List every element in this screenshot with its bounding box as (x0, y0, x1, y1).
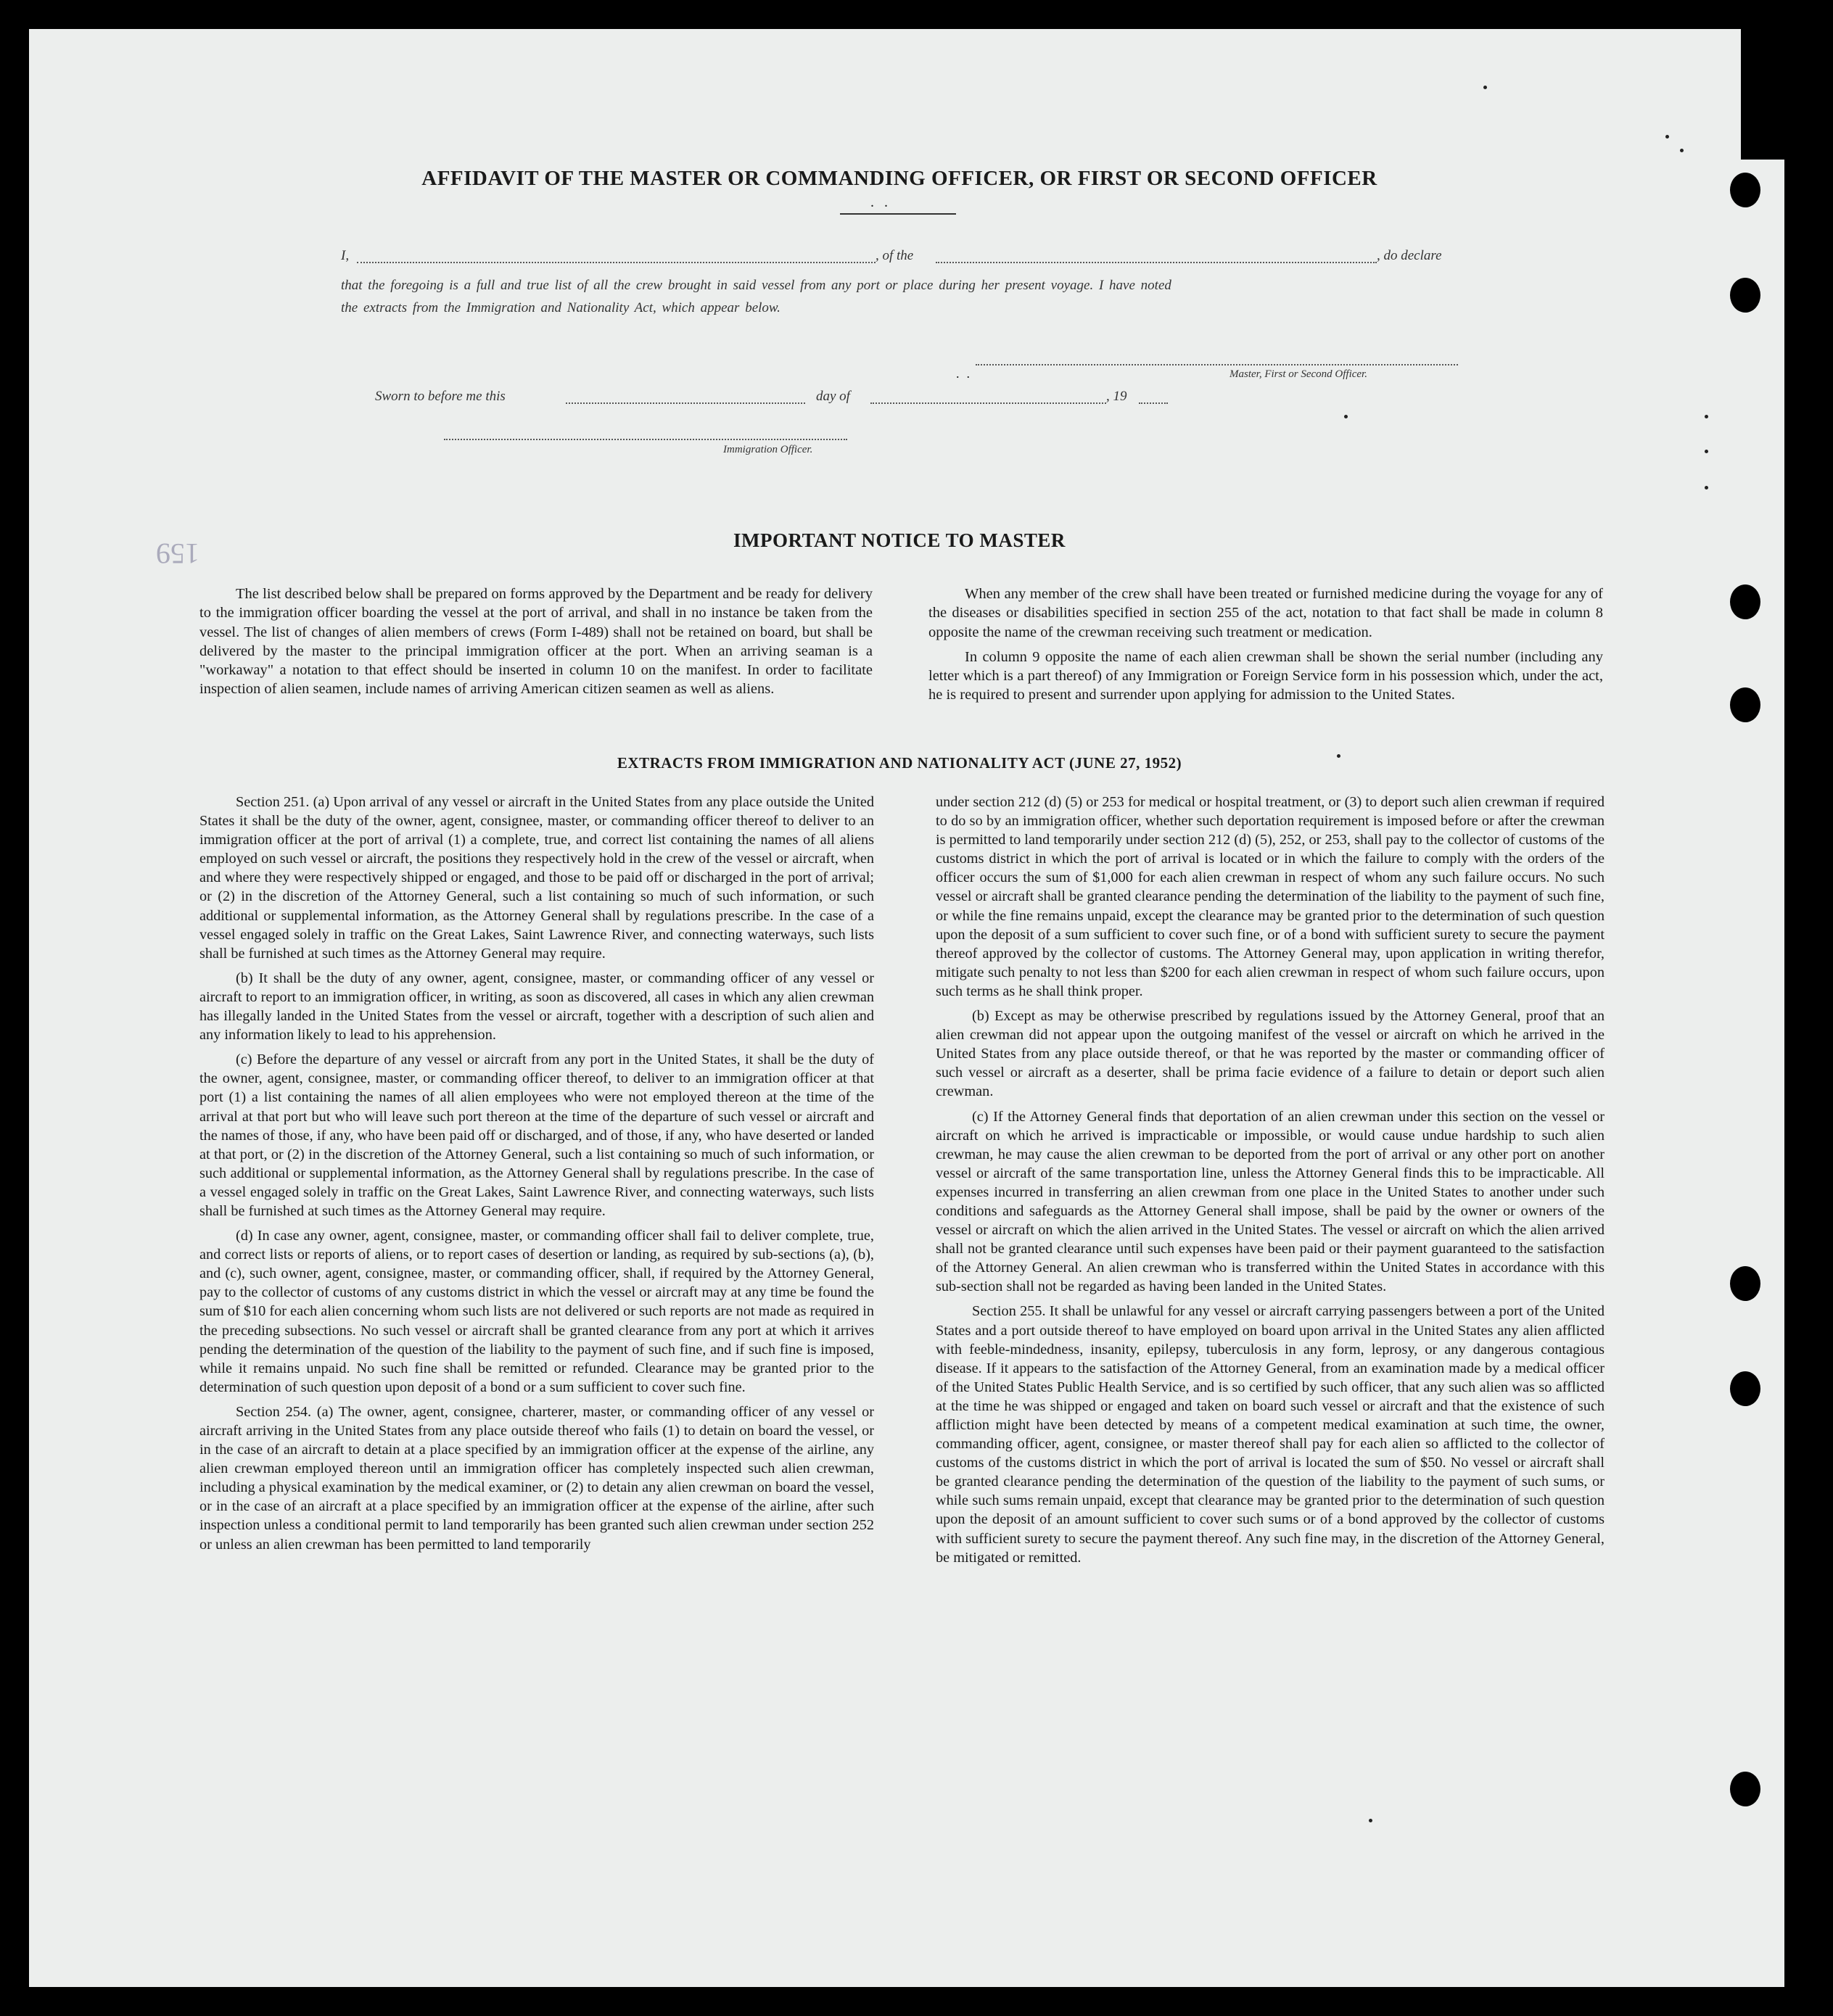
scan-speck (1369, 1819, 1372, 1822)
name-field[interactable] (357, 262, 876, 263)
extracts-title: EXTRACTS FROM IMMIGRATION AND NATIONALITY ACT (JUNE 27, 1952) (617, 754, 1182, 772)
extracts-right-column (936, 793, 1605, 1573)
extract-paragraph: under section 212 (d) (5) or 253 for medical or hospital treatment, or (3) to deport such alien crewman if required to do so by an immigration officer, whether such deportation requirement is imposed before or after the crewman is permitted to land temporarily under section 212 (d) (5), 252, or 253, shall pay to the collector of customs of the customs district in which the port of arrival is located or in which the failure to comply with the orders of the officer occurs the sum of $1,000 for each alien crewman in respect of whom any such failure occurs. No such vessel or aircraft shall be granted clearance pending the determination of the liability to the payment of such fine, or while the fine remains unpaid, except the clearance may be granted prior to the determination of such question upon the deposit of a sum sufficient to cover such fine, or of a bond with sufficient surety to secure the payment thereof approved by the collector of customs. The Attorney General may, upon application in writing therefor, mitigate such penalty to not less than $200 for each alien crewman in respect of whom such failure occurs, upon such terms as he shall think proper. (936, 794, 1605, 999)
punch-hole (1730, 687, 1760, 722)
immigration-officer-signature-line[interactable] (444, 439, 847, 440)
sworn-prefix: Sworn to before me this (375, 389, 506, 404)
scan-speck (1705, 486, 1708, 489)
extract-paragraph: Section 254. (a) The owner, agent, consignee, charterer, master, or commanding officer of any vessel or aircraft arriving in the United States from any place outside thereof who fails (1) to detain on board the vessel, or in the case of an aircraft to detain at a place specified by an immigration officer at the expense of the airline, any alien crewman employed thereon until an immigration officer has completely inspected such alien crewman, including a physical examination by the medical examiner, or (2) to detain any alien crewman on board the vessel, or in the case of an aircraft at a place specified by an immigration officer at the expense of the airline, after such inspection unless a conditional permit to land temporarily has been granted such alien crewman under section 252 or unless an alien crewman has been permitted to land temporarily (199, 1403, 874, 1553)
punch-hole (1730, 1266, 1760, 1301)
extract-paragraph: Section 255. It shall be unlawful for any vessel or aircraft carrying passengers between a port of the United States and a port outside thereof to have employed on board upon arrival in the United States any alien afflicted with feeble-mindedness, insanity, epilepsy, tuberculosis in any form, leprosy, or any dangerous contagious disease. If it appears to the satisfaction of the Attorney General, from an examination made by a medical officer of the United States Public Health Service, and is so certified by such officer, that any such alien was so afflicted at the time he was shipped or engaged and taken on board such vessel or aircraft and that the existence of such affliction might have been detected by means of a competent medical examination at such time, the owner, commanding officer, agent, consignee, or master thereof shall pay for each alien so afflicted to the collector of customs of the customs district in which the port of arrival is located the sum of $50. No vessel or aircraft shall be granted clearance pending the determination of the question of the liability to the payment of such sums, or while such sums remain unpaid, except that clearance may be granted prior to the determination of such question upon the deposit of an amount sufficient to cover such sums or of a bond approved by the collector of customs with sufficient surety to secure the payment thereof. Any such fine may, in the discretion of the Attorney General, be mitigated or remitted. (936, 1303, 1605, 1566)
extract-paragraph: Section 251. (a) Upon arrival of any vessel or aircraft in the United States from any place outside the United States it shall be the duty of the owner, agent, consignee, master, or commanding officer thereof to deliver to an immigration officer at the port of arrival (1) a complete, true, and correct list containing the names of all aliens employed on such vessel or aircraft, the positions they respectively hold in the crew of the vessel or aircraft, when and where they were respectively shipped or engaged, and those to be paid off or discharged in the port of arrival; or (2) in the discretion of the Attorney General, such a list containing so much of such information, or such additional or supplemental information, as the Attorney General shall by regulations prescribe. In the case of a vessel engaged solely in traffic on the Great Lakes, Saint Lawrence River, and connecting waterways, such lists shall be furnished at such times as the Attorney General may require. (199, 794, 874, 962)
title-rule (840, 213, 956, 215)
vessel-field[interactable] (936, 262, 1377, 263)
declaration-do-declare: , do declare (1377, 248, 1442, 263)
punch-hole (1730, 278, 1760, 313)
punch-hole (1730, 584, 1760, 619)
extract-paragraph: (b) It shall be the duty of any owner, agent, consignee, master, or commanding officer of any vessel or aircraft to report to an immigration officer, in writing, as soon as discovered, all cases in which any alien crewman has illegally landed in the United States from the vessel or aircraft, together with a description of such alien and any information likely to lead to his apprehension. (199, 970, 874, 1044)
sworn-month-field[interactable] (870, 402, 1106, 404)
sworn-day-field[interactable] (566, 402, 805, 404)
scan-speck (1705, 450, 1708, 453)
signature-dots: .. (956, 366, 977, 381)
scan-speck (1705, 415, 1708, 418)
page-corner-notch (1741, 29, 1784, 160)
punch-hole (1730, 1772, 1760, 1806)
notice-title: IMPORTANT NOTICE TO MASTER (733, 529, 1066, 551)
notice-paragraph: The list described below shall be prepared on forms approved by the Department and be ready for delivery to the immigration officer boarding the vessel at the port of arrival, and shall in no instance be taken from the vessel. The list of changes of alien members of crews (Form I-489) shall not be retained on board, but shall be delivered by the master to the principal immigration officer at the port. When an arriving seaman is a "workaway" a notation to that effect should be inserted in column 10 on the manifest. In order to facilitate inspection of alien seamen, include names of arriving American citizen seamen as well as aliens. (199, 586, 873, 698)
affidavit-title: AFFIDAVIT OF THE MASTER OR COMMANDING OFFICER, OR FIRST OR SECOND OFFICER (421, 167, 1377, 190)
scan-speck (1665, 135, 1669, 139)
scan-speck (1344, 415, 1348, 418)
declaration-of-the: , of the (876, 248, 914, 263)
declaration-line-2: that the foregoing is a full and true list of all the crew brought in said vessel from any port or place during her present voyage. I have noted (341, 278, 1171, 293)
extract-paragraph: (c) Before the departure of any vessel or aircraft from any port in the United States, it shall be the duty of the owner, agent, consignee, master, or commanding officer thereof, to deliver to an immigration officer at that port (1) a list containing the names of all alien employees who were not employed thereon at the time of the arrival at that port but who will leave such port thereon at the time of the departure of such vessel or aircraft and the names of those, if any, who have been paid off or discharged, and of those, if any, who have deserted or landed at that port, or (2) in the discretion of the Attorney General, such a list containing so much of such information, or such additional or supplemental information, as the Attorney General shall by regulations prescribe. In the case of a vessel engaged solely in traffic on the Great Lakes, Saint Lawrence River, and connecting waterways, such lists shall be furnished at such times as the Attorney General may require. (199, 1052, 874, 1219)
sworn-year-field[interactable] (1139, 402, 1168, 404)
punch-hole (1730, 1371, 1760, 1406)
sworn-day-of: day of (816, 389, 850, 404)
scan-speck (1680, 149, 1684, 152)
scan-speck (1483, 86, 1487, 89)
extract-paragraph: (b) Except as may be otherwise prescribed by regulations issued by the Attorney General, proof that an alien crewman did not appear upon the outgoing manifest of the vessel or aircraft on which he arrived in the United States from any place outside thereof, or that he was reported by the master or commanding officer of such vessel or aircraft as a deserter, shall be prima facie evidence of a failure to detain or deport such alien crewman. (936, 1008, 1605, 1100)
extracts-left-column (199, 793, 874, 1560)
notice-paragraph: In column 9 opposite the name of each alien crewman shall be shown the serial number (including any letter which is a part thereof) of any Immigration or Foreign Service form in his possession which, under the act, he is required to present and surrender upon applying for admission to the United States. (928, 648, 1603, 703)
extract-paragraph: (d) In case any owner, agent, consignee, master, or commanding officer shall fail to deliver complete, true, and correct lists or reports of aliens, or to report cases of desertion or landing, as required by sub-sections (a), (b), and (c), such owner, agent, consignee, master, or commanding officer, shall, if required by the Attorney General, pay to the collector of customs of any customs district in which the vessel or aircraft may at any time be found the sum of $10 for each alien concerning whom such lists are not delivered or such reports are not made as required in the preceding subsections. No such vessel or aircraft shall be granted clearance from any port at which it arrives pending the determination of the question of the liability to the payment of such fine, and if such fine is imposed, while it remains unpaid. No such fine shall be remitted or refunded. Clearance may be granted prior to the determination of such question upon deposit of a bond or a sum sufficient to cover such fine. (199, 1228, 874, 1395)
notice-left-column (199, 584, 873, 705)
title-ornament: .. (870, 194, 898, 210)
margin-number: 159 (156, 537, 199, 570)
immigration-officer-caption: Immigration Officer. (723, 444, 813, 455)
declaration-line-3: the extracts from the Immigration and Nationality Act, which appear below. (341, 300, 780, 315)
extract-paragraph: (c) If the Attorney General finds that deportation of an alien crewman under this section on the vessel or aircraft on which he arrived is impracticable or impossible, or would cause undue hardship to such alien crewman, he may cause the alien crewman to be deported from the port of arrival or any other port on another vessel or aircraft of the same transportation line, unless the Attorney General finds this to be impracticable. All expenses incurred in transferring an alien crewman from one place in the United States to another under such conditions and safeguards as the Attorney General shall impose, shall be paid by the owner or owners of the vessel or aircraft on which the alien arrived in the United States. The vessel or aircraft on which the alien arrived shall not be granted clearance until such expenses have been paid or their payment guaranteed to the satisfaction of the Attorney General. An alien crewman who is transferred within the United States in accordance with this sub-section shall not be regarded as having been landed in the United States. (936, 1108, 1605, 1295)
notice-right-column (928, 584, 1603, 711)
master-signature-line[interactable] (976, 364, 1458, 365)
sworn-year-prefix: , 19 (1106, 389, 1127, 404)
master-signature-caption: Master, First or Second Officer. (1229, 368, 1367, 380)
notice-paragraph: When any member of the crew shall have been treated or furnished medicine during the voyage for any of the diseases or disabilities specified in section 255 of the act, notation to that fact shall be made in column 8 opposite the name of the crewman receiving such treatment or medication. (928, 586, 1603, 640)
declaration-i: I, (341, 248, 350, 263)
